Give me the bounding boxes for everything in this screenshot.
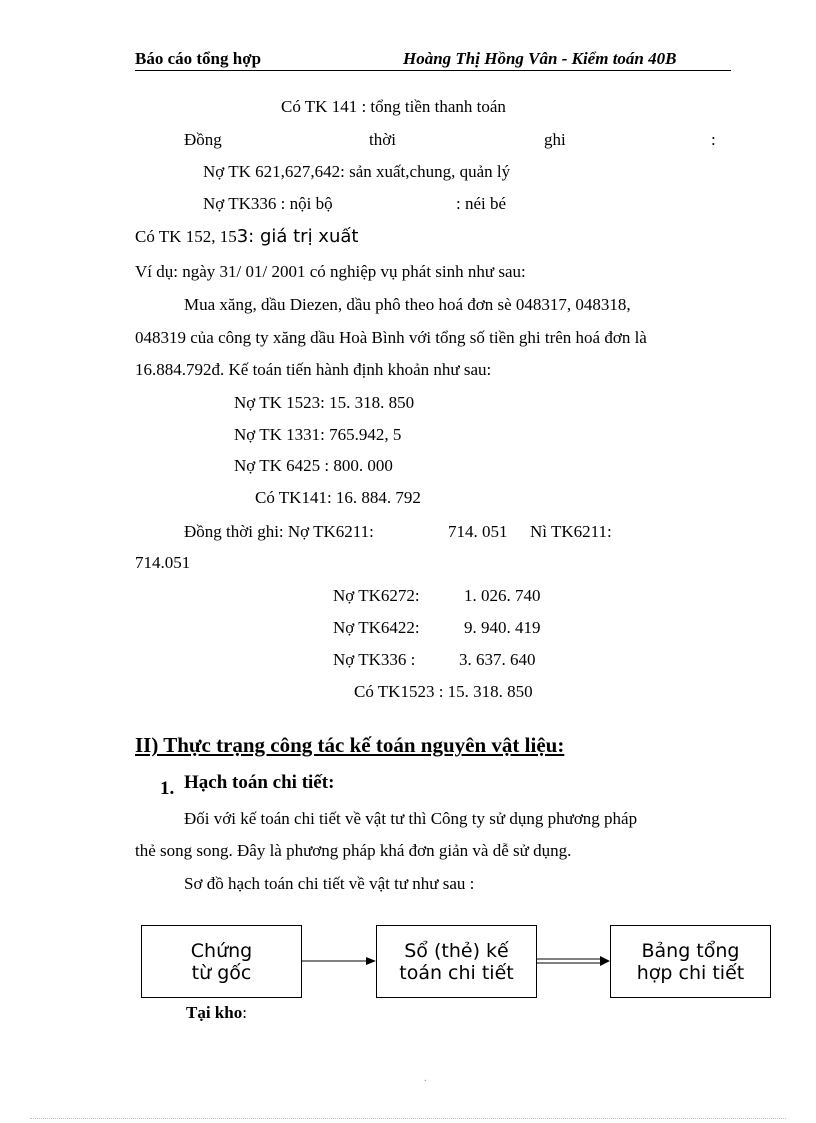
entry2-label-3: Nợ TK336 : bbox=[333, 650, 416, 669]
section-2-title: II) Thực trạng công tác kế toán nguyên vật liệu: bbox=[135, 733, 565, 757]
entry2-label-1: Nợ TK6272: bbox=[333, 586, 420, 605]
entry2-value-1: 1. 026. 740 bbox=[464, 586, 541, 605]
entry2-value-2: 9. 940. 419 bbox=[464, 618, 541, 637]
example-line-4: 16.884.792đ. Kế toán tiến hành định khoản như sau: bbox=[135, 360, 492, 379]
entry-no-tk6425: Nợ TK 6425 : 800. 000 bbox=[234, 456, 393, 475]
example-line-1: Ví dụ: ngày 31/ 01/ 2001 có nghiệp vụ phát sinh như sau: bbox=[135, 262, 526, 281]
header-right: Hoàng Thị Hồng Vân - Kiểm toán 40B bbox=[403, 49, 677, 68]
entry-no-tk621: Nợ TK 621,627,642: sản xuất,chung, quản lý bbox=[203, 162, 511, 181]
dong-thoi-wrap: 714.051 bbox=[135, 553, 191, 572]
entry2-co-tk1523: Có TK1523 : 15. 318. 850 bbox=[354, 682, 533, 701]
entry-no-tk336-right: : néi bé bbox=[456, 194, 507, 213]
example-line-2: Mua xăng, dầu Diezen, dầu phô theo hoá đơn sè 048317, 048318, bbox=[184, 295, 631, 314]
entry-co-tk152-b: 3: giá trị xuất bbox=[236, 226, 359, 247]
subsection-number: 1. bbox=[160, 778, 175, 799]
example-line-3: 048319 của công ty xăng dầu Hoà Bình với tổng số tiền ghi trên hoá đơn là bbox=[135, 328, 647, 347]
arrow-2-double bbox=[537, 956, 610, 966]
tai-kho-colon: : bbox=[242, 1003, 247, 1022]
header-rule bbox=[135, 70, 731, 71]
dong-thoi-ghi-w2: thời bbox=[369, 130, 396, 149]
section-p2: thẻ song song. Đây là phương pháp khá đơn giản và dễ sử dụng. bbox=[135, 841, 572, 860]
entry-no-tk1523: Nợ TK 1523: 15. 318. 850 bbox=[234, 393, 415, 412]
entry-co-tk141: Có TK 141 : tổng tiền thanh toán bbox=[281, 97, 506, 116]
tai-kho-label bbox=[186, 1003, 247, 1023]
entry-co-tk152-a: Có TK 152, 15 bbox=[135, 227, 237, 246]
entry2-label-2: Nợ TK6422: bbox=[333, 618, 420, 637]
dong-thoi-ghi-w3: ghi bbox=[544, 130, 566, 149]
subsection-title: Hạch toán chi tiết: bbox=[184, 772, 335, 793]
section-p1: Đối với kế toán chi tiết về vật tư thì Công ty sử dụng phương pháp bbox=[184, 809, 638, 828]
dong-thoi-right: Nì TK6211: bbox=[530, 522, 612, 541]
dong-thoi-ghi-w4: : bbox=[711, 130, 716, 149]
footer-dot: . bbox=[424, 1073, 427, 1084]
dong-thoi-label: Đồng thời ghi: Nợ TK6211: bbox=[184, 522, 374, 541]
entry-co-tk141-b: Có TK141: 16. 884. 792 bbox=[255, 488, 421, 507]
entry2-value-3: 3. 637. 640 bbox=[459, 650, 536, 669]
section-p3: Sơ đồ hạch toán chi tiết về vật tư như sau : bbox=[184, 874, 475, 893]
tai-kho-bold: Tại kho bbox=[186, 1003, 243, 1022]
box-bang-tong-hop: Bảng tổng hợp chi tiết bbox=[610, 925, 771, 998]
dong-thoi-value: 714. 051 bbox=[448, 522, 508, 541]
entry-no-tk336-left: Nợ TK336 : nội bộ bbox=[203, 194, 333, 213]
entry-co-tk152 bbox=[135, 227, 358, 247]
dong-thoi-ghi-w1: Đồng bbox=[184, 130, 222, 149]
box-so-the-ke-toan: Sổ (thẻ) kế toán chi tiết bbox=[376, 925, 537, 998]
box-chung-tu-goc: Chứng từ gốc bbox=[141, 925, 302, 998]
entry-no-tk1331: Nợ TK 1331: 765.942, 5 bbox=[234, 425, 402, 444]
arrow-1 bbox=[302, 957, 376, 965]
page-bottom-edge bbox=[30, 1118, 786, 1119]
header-left: Báo cáo tổng hợp bbox=[135, 49, 262, 68]
